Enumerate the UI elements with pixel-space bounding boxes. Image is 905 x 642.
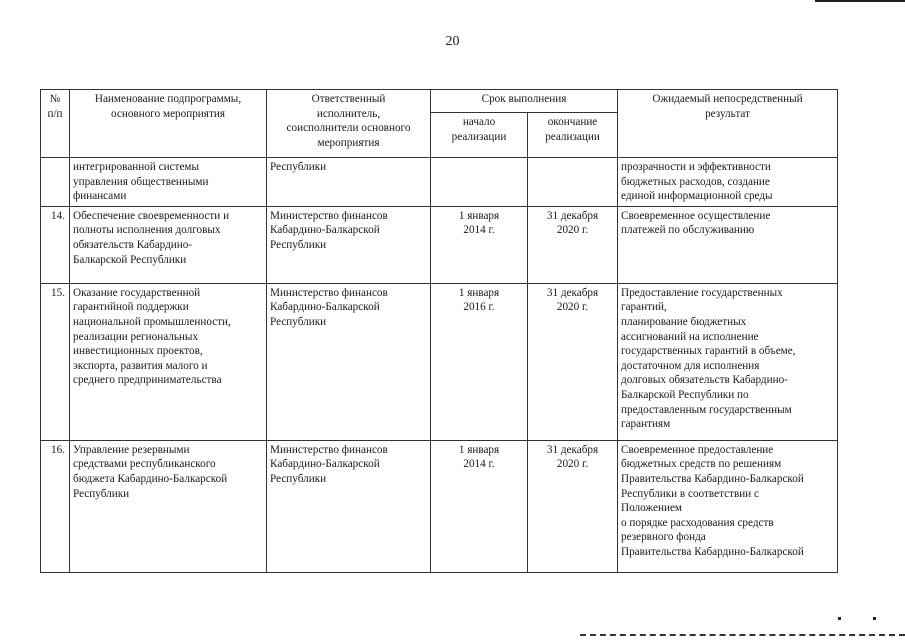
table-row: [41, 283, 838, 440]
scan-dot: [838, 617, 841, 620]
row-end-date: 31 декабря 2020 г.: [528, 440, 618, 572]
row-start-date: 1 января 2016 г.: [431, 283, 528, 440]
row-measure-name: Управление резервными средствами республиканского бюджета Кабардино-Балкарской Республики: [70, 440, 267, 572]
row-start-date: 1 января 2014 г.: [431, 206, 528, 283]
header-start: начало реализации: [431, 113, 528, 158]
row-executor: Республики: [267, 158, 431, 207]
row-end-date: 31 декабря 2020 г.: [528, 283, 618, 440]
row-num: [41, 158, 70, 207]
measures-table: [40, 89, 838, 573]
row-end-date: 31 декабря 2020 г.: [528, 206, 618, 283]
row-expected-result: Своевременное предоставление бюджетных средств по решениям Правительства Кабардино-Балкарской Республики в соответствии с Положением о порядке расходования средств резервного фонда Правительства Кабардино-Балкарской: [618, 440, 838, 572]
row-executor: Министерство финансов Кабардино-Балкарской Республики: [267, 440, 431, 572]
row-executor: Министерство финансов Кабардино-Балкарской Республики: [267, 283, 431, 440]
header-name: Наименование подпрограммы, основного мероприятия: [70, 90, 267, 158]
row-expected-result: Предоставление государственных гарантий, планирование бюджетных ассигнований на исполнение государственных гарантий в объеме, достаточном для исполнения долговых обязательств Кабардино- Балкарской Республики по предоставленным государственным гарантиям: [618, 283, 838, 440]
row-expected-result: прозрачности и эффективности бюджетных расходов, создание единой информационной среды: [618, 158, 838, 207]
table-row: [41, 158, 838, 207]
scan-dot: [873, 617, 876, 620]
row-num: 15.: [41, 283, 70, 440]
row-executor: Министерство финансов Кабардино-Балкарской Республики: [267, 206, 431, 283]
row-start-date: [431, 158, 528, 207]
header-result: Ожидаемый непосредственный результат: [618, 90, 838, 158]
row-expected-result: Своевременное осуществление платежей по обслуживанию: [618, 206, 838, 283]
row-measure-name: интегрированной системы управления общественными финансами: [70, 158, 267, 207]
table-row: [41, 206, 838, 283]
row-measure-name: Обеспечение своевременности и полноты исполнения долговых обязательств Кабардино- Балкарской Республики: [70, 206, 267, 283]
scan-artifact-bottom: [580, 634, 905, 642]
table-body: [41, 158, 838, 573]
row-end-date: [528, 158, 618, 207]
page-number: 20: [445, 34, 460, 49]
row-measure-name: Оказание государственной гарантийной поддержки национальной промышленности, реализации региональных инвестиционных проектов, экспорта, развития малого и среднего предпринимательства: [70, 283, 267, 440]
table-row: [41, 440, 838, 572]
header-num: № п/п: [41, 90, 70, 158]
header-end: окончание реализации: [528, 113, 618, 158]
row-num: 14.: [41, 206, 70, 283]
header-executor: Ответственный исполнитель, соисполнители основного мероприятия: [267, 90, 431, 158]
row-num: 16.: [41, 440, 70, 572]
header-term: Срок выполнения: [431, 90, 618, 113]
table-header: [41, 90, 838, 158]
row-start-date: 1 января 2014 г.: [431, 440, 528, 572]
scan-artifact-top: [815, 0, 905, 6]
